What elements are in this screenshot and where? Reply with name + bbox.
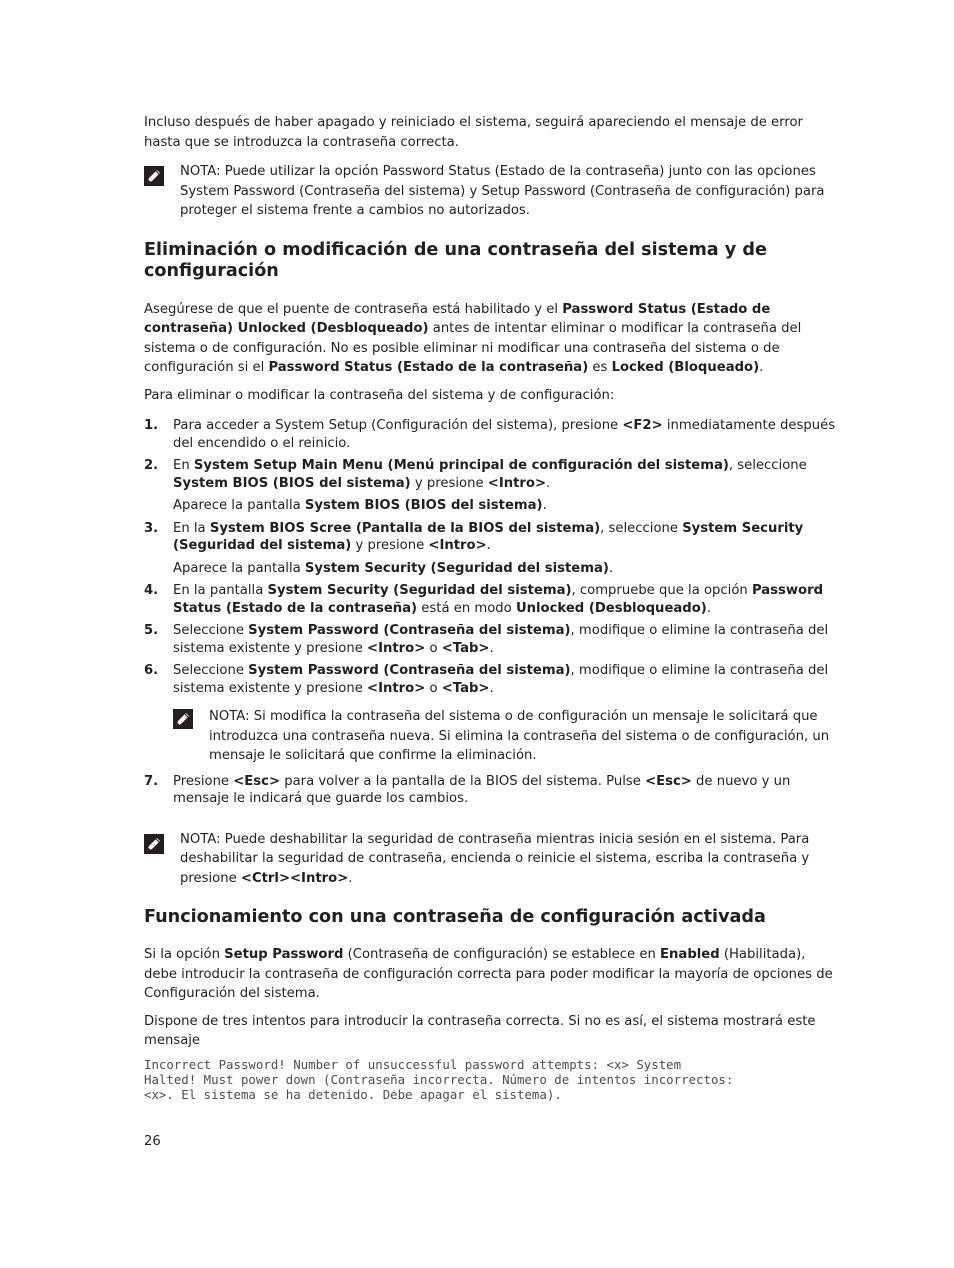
step-item: 7. Presione <Esc> para volver a la pantalla de la BIOS del sistema. Pulse <Esc> de nuevo y un mensaje le indicará que guarde los cambios. [144, 773, 791, 806]
note-disable-security: NOTA: Puede deshabilitar la seguridad de contraseña mientras inicia sesión en el sistema. Para deshabilitar la seguridad de contraseña, encienda o reinicie el sistema, escriba la contraseña y presione <Ctrl><Intro>. [144, 830, 838, 889]
note-password-status [144, 162, 838, 221]
step-number: 7. [144, 773, 159, 789]
note-pencil-icon [144, 166, 164, 186]
note-pencil-icon [144, 834, 164, 854]
step-number: 5. [144, 623, 159, 638]
step-item: 4. En la pantalla System Security (Seguridad del sistema), compruebe que la opción Password Status (Estado de la contraseña) está en modo Unlocked (Desbloqueado). [144, 583, 824, 616]
note-label: NOTA: [209, 709, 250, 724]
note-label: NOTA: [180, 164, 221, 179]
section-heading-setup-password: Funcionamiento con una contraseña de configuración activada [144, 907, 766, 927]
section-heading-remove-password: Eliminación o modificación de una contraseña del sistema y de configuración [144, 239, 767, 281]
note-text: Si modifica la contraseña del sistema o de configuración un mensaje le solicitará que introduzca una contraseña nueva. Si elimina la contraseña del sistema o de configuración, un mensaje le solicitará que confirme la eliminación. [209, 709, 830, 763]
step-number: 2. [144, 458, 159, 473]
note-modify-password [173, 707, 838, 766]
step-number: 6. [144, 663, 159, 678]
step-result: Aparece la pantalla System BIOS (BIOS del sistema). [173, 498, 547, 513]
note-text: Puede utilizar la opción Password Status (Estado de la contraseña) junto con las opciones System Password (Contraseña del sistema) y Setup Password (Contraseña de configuración) para proteger el sistema frente a cambios no autorizados. [180, 164, 825, 218]
step-number: 1. [144, 418, 159, 433]
page-content [144, 113, 838, 1102]
step-item: 1. Para acceder a System Setup (Configuración del sistema), presione <F2> inmediatamente después del encendido o el reinicio. [144, 418, 836, 451]
step-number: 3. [144, 520, 159, 536]
step-item: 2. En System Setup Main Menu (Menú principal de configuración del sistema), seleccione System BIOS (BIOS del sistema) y presione <Intro>. Aparece la pantalla System BIOS (BIOS del sistema). [144, 457, 838, 515]
step-item: 3. En la System BIOS Scree (Pantalla de la BIOS del sistema), seleccione System Security (Seguridad del sistema) y presione <Intro>. Aparece la pantalla System Security (Seguridad del sistema). [144, 520, 838, 578]
intro-paragraph: Incluso después de haber apagado y reiniciado el sistema, seguirá apareciendo el mensaje de error hasta que se introduzca la contraseña correcta. [144, 115, 803, 150]
note-label: NOTA: [180, 831, 221, 847]
page-number: 26 [144, 1134, 161, 1149]
steps-list [144, 417, 838, 808]
section2-paragraph-1: Si la opción Setup Password (Contraseña de configuración) se establece en Enabled (Habilitada), debe introducir la contraseña de configuración correcta para poder modificar la mayoría de opciones de Configuración del sistema. [144, 947, 833, 1001]
step-number: 4. [144, 583, 159, 598]
step-result: Aparece la pantalla System Security (Seguridad del sistema). [173, 560, 614, 576]
section1-paragraph-2: Para eliminar o modificar la contraseña del sistema y de configuración: [144, 387, 615, 403]
step-item: 5. Seleccione System Password (Contraseña del sistema), modifique o elimine la contraseña del sistema existente y presione <Intro> o <Tab>. [144, 623, 829, 656]
note-pencil-icon [173, 709, 193, 729]
section1-paragraph-1: Asegúrese de que el puente de contraseña está habilitado y el Password Status (Estado de contraseña) Unlocked (Desbloqueado) antes de intentar eliminar o modificar la contraseña del sistema o de configuración. No es posible eliminar ni modificar una contraseña del sistema o de configuración si el Password Status (Estado de la contraseña) es Locked (Bloqueado). [144, 301, 802, 375]
section2-paragraph-2: Dispone de tres intentos para introducir la contraseña correcta. Si no es así, el sistema mostrará este mensaje [144, 1013, 816, 1048]
step-item: 6. Seleccione System Password (Contraseña del sistema), modifique o elimine la contraseña del sistema existente y presione <Intro> o <Tab>. NOTA: Si modifica la contraseña del sistema o de configuración un mensaje le solicitará que introduzca una contraseña nueva. Si elimina la contraseña del sistema o de configuración, un mensaje le solicitará que confirme la eliminación. [144, 662, 838, 766]
error-message-code: Incorrect Password! Number of unsuccessful password attempts: <x> System Halted! Must power down (Contraseña incorrecta. Número de intentos incorrectos: <x>. El sistema se ha detenido. Debe apagar el sistema). [144, 1056, 734, 1102]
